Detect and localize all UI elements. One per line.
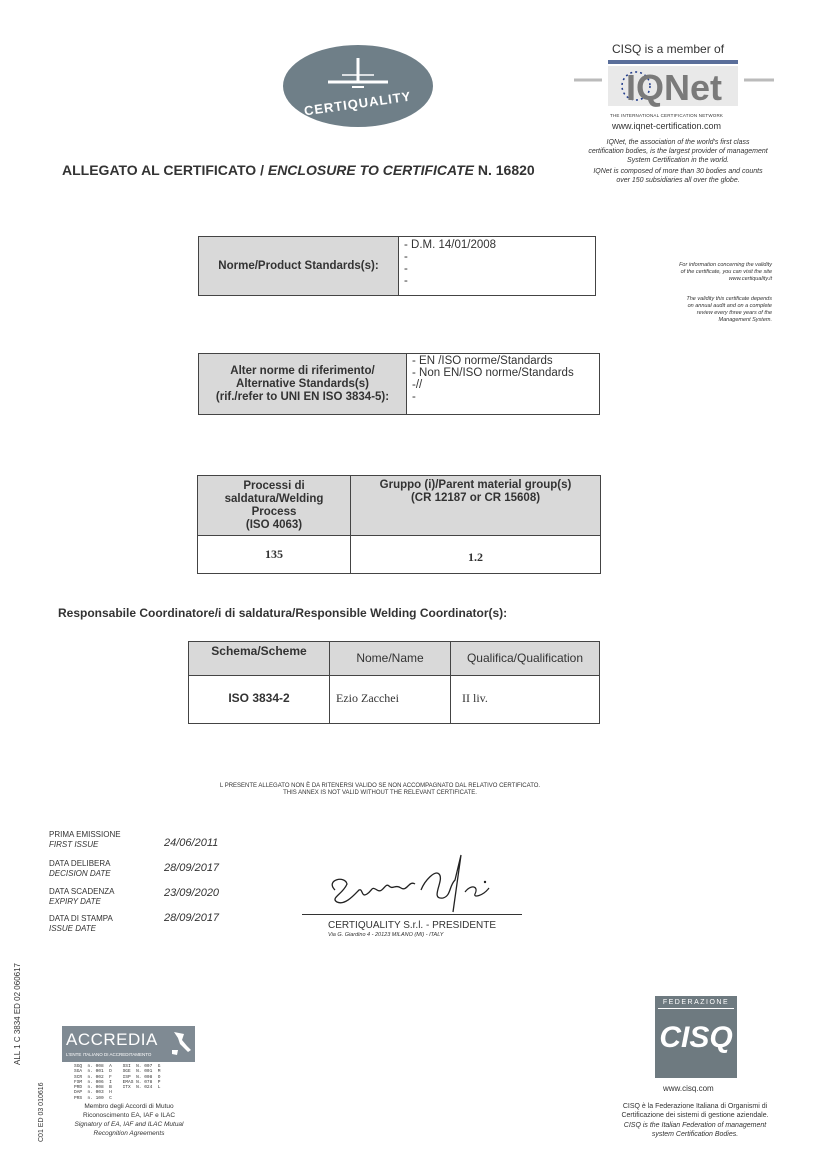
accredia-text-line: Membro degli Accordi di Mutuo: [84, 1103, 174, 1110]
product-standards-label: Norme/Product Standards(s):: [199, 237, 399, 296]
issue-date-label: [49, 914, 113, 934]
group-header: [351, 476, 601, 536]
product-standards-values: [399, 237, 596, 296]
iqnet-desc-line: IQNet, the association of the world's first class: [606, 139, 750, 146]
date-label-it: PRIMA EMISSIONE: [49, 830, 121, 839]
expiry-date-label: [49, 887, 115, 907]
review-note-line: review every three years of the: [696, 310, 772, 316]
cisq-desc-line: CISQ is the Italian Federation of management: [623, 1122, 767, 1129]
date-label-it: DATA DELIBERA: [49, 859, 111, 868]
iqnet-url: www.iqnet-certification.com: [612, 121, 722, 131]
rwc-header-name: Nome/Name: [330, 642, 451, 676]
alt-standards-label: [199, 354, 407, 415]
iqnet-desc-line: System Certification in the world.: [627, 157, 729, 164]
first-issue-value: 24/06/2011: [164, 837, 219, 849]
validity-note-line: www.certiquality.it: [728, 276, 772, 282]
issue-date-value: 28/09/2017: [164, 912, 220, 924]
cisq-url: www.cisq.com: [663, 1084, 714, 1093]
review-note-line: Management System.: [718, 317, 772, 323]
signatory-address: Via G. Giardino 4 - 20123 MILANO (MI) - ITALY: [328, 932, 444, 938]
accredia-text-line: Recognition Agreements: [93, 1130, 165, 1137]
iqnet-member-text: CISQ is a member of: [612, 42, 725, 56]
iqnet-logo: [574, 56, 774, 118]
italy-map-icon: [170, 1030, 192, 1058]
iqnet-desc-line: IQNet is composed of more than 30 bodies and counts: [593, 168, 763, 175]
alt-standards-label-line: Alternative Standards(s): [236, 377, 369, 390]
rwc-table: [188, 641, 600, 724]
accredia-logo-text: ACCREDIA: [66, 1030, 158, 1049]
product-standards-table: [198, 236, 596, 296]
process-header-line: (ISO 4063): [245, 518, 303, 531]
validity-note-line: For information concerning the validity: [679, 262, 772, 268]
accredia-accreditation-codes: SGQ n. 008 A SSI N. 007 G SGA n. 001 D SGE N. 001 M SCR n. 002 F ISP N. 008 O FSM n. 006 I EMAS N. 078 P PRD n. 008 B ITX N. 024 L DAP n. 003 H PRS n. 100 C: [74, 1064, 161, 1101]
decision-date-value: 28/09/2017: [164, 862, 220, 874]
product-standard-item: -: [404, 263, 408, 275]
alt-standard-item: -: [412, 391, 416, 403]
alt-standards-label-line: Alter norme di riferimento/: [230, 364, 375, 377]
certiquality-logo-text: CERTIQUALITY: [303, 88, 413, 119]
iqnet-desc-line: certification bodies, is the largest provider of management: [588, 148, 768, 155]
process-header-line: Process: [251, 505, 297, 518]
process-value: 135: [198, 536, 351, 574]
date-label-it: DATA DI STAMPA: [49, 914, 113, 923]
validity-note: [632, 262, 772, 283]
decision-date-label: [49, 859, 111, 879]
iqnet-logo-text: IQNet: [625, 67, 723, 108]
form-code: C01 ED 03 010616: [38, 1082, 45, 1142]
rwc-header-qualification: Qualifica/Qualification: [451, 642, 600, 676]
review-note-line: on annual audit and on a complete: [687, 303, 772, 309]
alt-standards-values: [407, 354, 600, 415]
alt-standard-item: - EN /ISO norme/Standards: [412, 355, 553, 367]
review-note-line: The validity this certificate depends: [686, 296, 772, 302]
date-label-it: DATA SCADENZA: [49, 887, 115, 896]
expiry-date-value: 23/09/2020: [164, 887, 220, 899]
cisq-desc-line: CISQ è la Federazione Italiana di Organismi di: [622, 1103, 768, 1110]
alt-standard-item: -//: [412, 379, 423, 391]
process-header: [198, 476, 351, 536]
title-suffix: N. 16820: [473, 162, 535, 178]
product-standard-item: - D.M. 14/01/2008: [404, 239, 497, 251]
title-prefix: ALLEGATO AL CERTIFICATO /: [62, 162, 268, 178]
document-code: ALL 1 C 3834 ED 02 060617: [13, 962, 22, 1065]
annex-disclaimer: [150, 783, 610, 797]
accredia-text-line: Riconoscimento EA, IAF e ILAC: [82, 1112, 176, 1119]
review-note: [632, 296, 772, 324]
validity-note-line: of the certificate, you can visit the site: [680, 269, 772, 275]
date-label-en: ISSUE DATE: [49, 924, 96, 933]
group-value: 1.2: [351, 536, 601, 574]
date-label-en: EXPIRY DATE: [49, 897, 101, 906]
rwc-title: Responsabile Coordinatore/i di saldatura/Responsible Welding Coordinator(s):: [58, 606, 508, 620]
iqnet-desc-line: over 150 subsidiaries all over the globe.: [616, 177, 740, 184]
rwc-header-scheme: Schema/Scheme: [189, 642, 330, 676]
signatory-name: CERTIQUALITY S.r.l. - PRESIDENTE: [328, 920, 496, 931]
signature-line: [302, 914, 522, 915]
group-header-line: (CR 12187 or CR 15608): [410, 492, 541, 504]
certiquality-logo: [282, 44, 434, 128]
title-italic: ENCLOSURE TO CERTIFICATE: [267, 162, 474, 178]
product-standard-item: -: [404, 251, 408, 263]
accredia-logo-subtitle: L'ENTE ITALIANO DI ACCREDITAMENTO: [66, 1052, 152, 1057]
alt-standards-label-line: (rif./refer to UNI EN ISO 3834-5):: [215, 390, 390, 403]
date-label-en: DECISION DATE: [49, 869, 111, 878]
signature-image: [325, 850, 495, 920]
disclaimer-line: THIS ANNEX IS NOT VALID WITHOUT THE RELEVANT CERTIFICATE.: [283, 790, 477, 796]
disclaimer-line: L PRESENTE ALLEGATO NON È DA RITENERSI VALIDO SE NON ACCOMPAGNATO DAL RELATIVO CERTIFICATO.: [219, 783, 541, 789]
process-header-line: Processi di: [243, 479, 305, 492]
cisq-desc-line: Certificazione dei sistemi di gestione aziendale.: [621, 1112, 769, 1119]
alt-standard-item: - Non EN/ISO norme/Standards: [412, 367, 574, 379]
alt-standards-table: [198, 353, 600, 415]
rwc-scheme-value: ISO 3834-2: [189, 676, 330, 724]
first-issue-label: [49, 830, 121, 850]
process-header-line: saldatura/Welding: [224, 492, 324, 505]
cisq-logo-federation: FEDERAZIONE: [662, 999, 730, 1006]
rwc-name-value: Ezio Zacchei: [330, 676, 451, 724]
cisq-desc-line: system Certification Bodies.: [651, 1131, 739, 1138]
iqnet-network-text: THE INTERNATIONAL CERTIFICATION NETWORK: [610, 113, 724, 118]
date-label-en: FIRST ISSUE: [49, 840, 99, 849]
accredia-text-line: Signatory of EA, IAF and ILAC Mutual: [74, 1121, 184, 1128]
page-title: [62, 162, 535, 178]
product-standard-item: -: [404, 275, 408, 287]
group-header-line: Gruppo (i)/Parent material group(s): [379, 479, 572, 491]
rwc-qualification-value: II liv.: [451, 676, 600, 724]
cisq-logo-text: CISQ: [659, 1021, 733, 1054]
process-table: [197, 475, 601, 574]
